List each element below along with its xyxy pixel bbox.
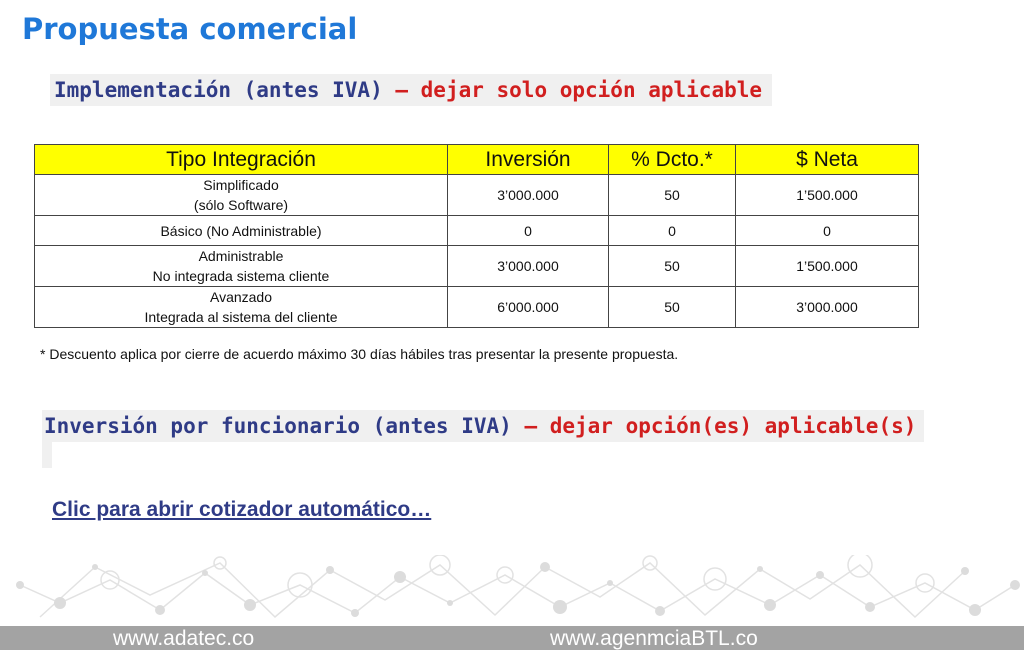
tipo-line1: Administrable: [198, 248, 284, 264]
tipo-line1: Simplificado: [203, 177, 279, 193]
cell-dcto: 50: [609, 287, 736, 328]
implementation-note: – dejar solo opción aplicable: [382, 78, 763, 102]
cell-neta: 3’000.000: [736, 287, 919, 328]
footer-url-agencia[interactable]: www.agenmciaBTL.co: [550, 627, 758, 650]
tipo-line2: Integrada al sistema del cliente: [144, 309, 338, 325]
pricing-table: [34, 144, 919, 328]
cell-inversion: 3’000.000: [448, 175, 609, 216]
table-row: [35, 246, 919, 287]
header-inversion: Inversión: [448, 145, 609, 175]
cell-tipo: Básico (No Administrable): [35, 216, 448, 246]
discount-footnote: * Descuento aplica por cierre de acuerdo máximo 30 días hábiles tras presentar la presente propuesta.: [40, 346, 679, 362]
per-employee-note: – dejar opción(es) aplicable(s): [511, 414, 917, 438]
table-row: [35, 216, 919, 246]
tipo-line2: (sólo Software): [193, 197, 289, 213]
header-descuento: % Dcto.*: [609, 145, 736, 175]
implementation-heading: Implementación (antes IVA): [54, 78, 383, 102]
implementation-heading-banner: [50, 74, 772, 106]
cell-neta: 1’500.000: [736, 175, 919, 216]
cell-inversion: 0: [448, 216, 609, 246]
cell-tipo: [35, 246, 448, 287]
page-title: Propuesta comercial: [22, 12, 358, 46]
header-tipo-integracion: Tipo Integración: [35, 145, 448, 175]
open-quoter-link[interactable]: Clic para abrir cotizador automático…: [52, 498, 432, 521]
cell-inversion: 6’000.000: [448, 287, 609, 328]
per-employee-heading-banner: [42, 410, 924, 442]
cell-dcto: 0: [609, 216, 736, 246]
header-neta: $ Neta: [736, 145, 919, 175]
banner-tail: [42, 442, 52, 468]
footer-bar: [0, 626, 1024, 650]
cell-neta: 0: [736, 216, 919, 246]
cell-neta: 1’500.000: [736, 246, 919, 287]
table-row: [35, 175, 919, 216]
cell-tipo: [35, 175, 448, 216]
tipo-line2: No integrada sistema cliente: [152, 268, 330, 284]
network-pattern-decoration: [0, 555, 1024, 630]
cell-dcto: 50: [609, 175, 736, 216]
cell-dcto: 50: [609, 246, 736, 287]
footer-url-adatec[interactable]: www.adatec.co: [113, 627, 255, 650]
table-row: [35, 287, 919, 328]
table-header-row: [35, 145, 919, 175]
cell-tipo: [35, 287, 448, 328]
tipo-line1: Avanzado: [209, 289, 272, 305]
per-employee-heading: Inversión por funcionario (antes IVA): [44, 414, 512, 438]
cell-inversion: 3’000.000: [448, 246, 609, 287]
